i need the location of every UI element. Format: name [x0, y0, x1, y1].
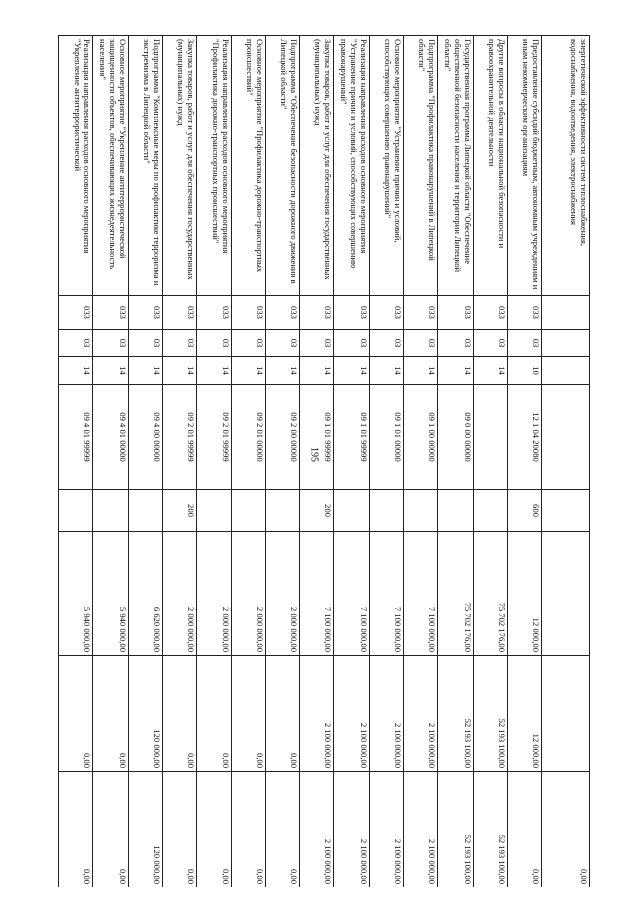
cell-subsection: 14: [59, 357, 93, 385]
cell-admin-code: 033: [128, 296, 162, 330]
cell-amount-year-3: 120 000,00: [128, 772, 162, 888]
cell-amount-year-1: 6 620 000,00: [128, 532, 162, 656]
rotated-content: [58, 35, 590, 887]
cell-admin-code: 033: [438, 296, 473, 330]
cell-expense-type: [369, 490, 403, 532]
cell-name: Основное мероприятие "Устранение причин и условий, способствующих совершению правонарушений": [369, 36, 403, 296]
cell-amount-year-3: 0,00: [231, 772, 265, 888]
table-row: [163, 36, 197, 888]
cell-amount-year-3: 52 193 100,00: [473, 772, 507, 888]
cell-section: 03: [404, 330, 438, 357]
cell-subsection: 14: [93, 357, 128, 385]
cell-admin-code: 033: [300, 296, 334, 330]
cell-expense-type: 600: [507, 490, 541, 532]
cell-target-article: 09 1 00 00000: [404, 385, 438, 490]
cell-section: 03: [59, 330, 93, 357]
cell-name: Основное мероприятие "Профилактика дорожно-транспортных происшествий": [231, 36, 265, 296]
cell-amount-year-2: 0,00: [59, 656, 93, 772]
cell-target-article: 09 2 01 00000: [231, 385, 265, 490]
table-row: [334, 36, 369, 888]
cell-amount-year-1: 5 940 000,00: [93, 532, 128, 656]
budget-table-body: [59, 36, 590, 888]
cell-name: Государственная программа Липецкой области "Обеспечение общественной безопасности населения и территории Липецкой области": [438, 36, 473, 296]
cell-name: Подпрограмма "Комплексные меры по профилактике терроризма и экстремизма в Липецкой области": [128, 36, 162, 296]
table-row: [473, 36, 507, 888]
cell-amount-year-3: 2 100 000,00: [300, 772, 334, 888]
cell-amount-year-3: 0,00: [265, 772, 299, 888]
budget-table: [58, 35, 590, 887]
cell-admin-code: 033: [265, 296, 299, 330]
cell-name: Реализация направления расходов основного мероприятия "Устранение причин и условий, способствующих совершению правонарушений": [334, 36, 369, 296]
cell-subsection: 14: [265, 357, 299, 385]
cell-name: Подпрограмма "Профилактика правонарушений в Липецкой области": [404, 36, 438, 296]
cell-expense-type: 200: [300, 490, 334, 532]
cell-target-article: 12 1 04 20080: [507, 385, 541, 490]
cell-amount-year-2: 0,00: [265, 656, 299, 772]
cell-amount-year-3: 0,00: [542, 772, 590, 888]
cell-admin-code: [542, 296, 590, 330]
cell-expense-type: 200: [163, 490, 197, 532]
cell-amount-year-3: 0,00: [163, 772, 197, 888]
cell-subsection: 10: [507, 357, 541, 385]
cell-target-article: 09 0 00 00000: [438, 385, 473, 490]
cell-subsection: 14: [334, 357, 369, 385]
cell-amount-year-1: 12 000,00: [507, 532, 541, 656]
table-row: [231, 36, 265, 888]
cell-subsection: 14: [197, 357, 231, 385]
cell-section: 03: [334, 330, 369, 357]
table-row: [369, 36, 403, 888]
cell-section: 03: [128, 330, 162, 357]
cell-amount-year-1: 2 000 000,00: [197, 532, 231, 656]
cell-section: 03: [197, 330, 231, 357]
cell-admin-code: 033: [334, 296, 369, 330]
cell-name: Закупка товаров, работ и услуг для обеспечения государственных (муниципальных) нужд: [163, 36, 197, 296]
cell-section: 03: [231, 330, 265, 357]
cell-amount-year-1: 7 100 000,00: [369, 532, 403, 656]
table-row: [59, 36, 93, 888]
cell-amount-year-2: 12 000,00: [507, 656, 541, 772]
cell-target-article: 09 4 01 00000: [93, 385, 128, 490]
cell-target-article: 09 4 01 99999: [59, 385, 93, 490]
cell-amount-year-3: 2 100 000,00: [369, 772, 403, 888]
rotated-page-area: [58, 35, 590, 887]
cell-subsection: 14: [404, 357, 438, 385]
cell-amount-year-3: 0,00: [507, 772, 541, 888]
table-row: [93, 36, 128, 888]
cell-expense-type: [334, 490, 369, 532]
cell-target-article: 09 4 00 00000: [128, 385, 162, 490]
cell-amount-year-2: 2 100 000,00: [334, 656, 369, 772]
cell-expense-type: [438, 490, 473, 532]
cell-target-article: 09 2 01 99999: [197, 385, 231, 490]
cell-expense-type: [93, 490, 128, 532]
cell-expense-type: [231, 490, 265, 532]
cell-admin-code: 033: [59, 296, 93, 330]
cell-amount-year-1: [542, 532, 590, 656]
cell-target-article: 09 1 01 99999: [334, 385, 369, 490]
cell-amount-year-2: 2 100 000,00: [300, 656, 334, 772]
cell-section: 03: [265, 330, 299, 357]
cell-target-article: [542, 385, 590, 490]
table-row: [300, 36, 334, 888]
cell-name: Реализация направления расходов основного мероприятия "Профилактика дорожно-транспортных происшествий": [197, 36, 231, 296]
cell-admin-code: 033: [473, 296, 507, 330]
table-row: [197, 36, 231, 888]
cell-amount-year-1: 2 000 000,00: [265, 532, 299, 656]
cell-section: 03: [163, 330, 197, 357]
cell-amount-year-2: 0,00: [231, 656, 265, 772]
cell-admin-code: 033: [507, 296, 541, 330]
table-row: [438, 36, 473, 888]
cell-admin-code: 033: [231, 296, 265, 330]
cell-subsection: 14: [300, 357, 334, 385]
cell-subsection: 14: [231, 357, 265, 385]
cell-amount-year-1: 2 000 000,00: [163, 532, 197, 656]
cell-amount-year-2: 0,00: [93, 656, 128, 772]
cell-admin-code: 033: [163, 296, 197, 330]
cell-amount-year-2: 120 000,00: [128, 656, 162, 772]
cell-amount-year-3: 0,00: [197, 772, 231, 888]
cell-name: энергетической эффективности систем теплоснабжения, водоснабжения, водоотведения, электроснабжения: [542, 36, 590, 296]
cell-subsection: 14: [163, 357, 197, 385]
cell-target-article: 09 1 01 00000: [369, 385, 403, 490]
cell-amount-year-2: 52 193 100,00: [438, 656, 473, 772]
cell-section: 03: [369, 330, 403, 357]
cell-amount-year-2: 2 100 000,00: [369, 656, 403, 772]
cell-expense-type: [473, 490, 507, 532]
cell-admin-code: 033: [93, 296, 128, 330]
cell-expense-type: [265, 490, 299, 532]
cell-amount-year-2: 0,00: [197, 656, 231, 772]
cell-subsection: [542, 357, 590, 385]
cell-name: Основное мероприятие "Укрепление антитеррористической защищенности объектов, обеспечивающих жизнедеятельность населения": [93, 36, 128, 296]
cell-name: Другие вопросы в области национальной безопасности и правоохранительной деятельности: [473, 36, 507, 296]
cell-amount-year-3: 52 193 100,00: [438, 772, 473, 888]
cell-amount-year-1: 75 702 176,00: [438, 532, 473, 656]
cell-admin-code: 033: [404, 296, 438, 330]
cell-expense-type: [197, 490, 231, 532]
cell-amount-year-3: 0,00: [93, 772, 128, 888]
page-number: 195: [308, 447, 320, 462]
cell-target-article: 09 1 01 99999: [300, 385, 334, 490]
table-row: [128, 36, 162, 888]
cell-section: [542, 330, 590, 357]
cell-amount-year-2: 2 100 000,00: [404, 656, 438, 772]
table-row: [265, 36, 299, 888]
cell-subsection: 14: [128, 357, 162, 385]
cell-name: Предоставление субсидий бюджетным, автономным учреждениям и иным некоммерческим организациям: [507, 36, 541, 296]
cell-expense-type: [404, 490, 438, 532]
cell-amount-year-1: 7 100 000,00: [334, 532, 369, 656]
cell-section: 03: [438, 330, 473, 357]
cell-section: 03: [507, 330, 541, 357]
cell-section: 03: [300, 330, 334, 357]
cell-target-article: [473, 385, 507, 490]
cell-target-article: 09 2 00 00000: [265, 385, 299, 490]
cell-amount-year-3: 0,00: [59, 772, 93, 888]
table-row: [542, 36, 590, 888]
cell-amount-year-2: 52 193 100,00: [473, 656, 507, 772]
cell-name: Реализация направления расходов основного мероприятия "Укрепление антитеррористической: [59, 36, 93, 296]
cell-target-article: 09 2 01 99999: [163, 385, 197, 490]
cell-amount-year-1: 75 702 176,00: [473, 532, 507, 656]
cell-admin-code: 033: [197, 296, 231, 330]
cell-expense-type: [59, 490, 93, 532]
cell-amount-year-3: 2 100 000,00: [334, 772, 369, 888]
cell-subsection: 14: [438, 357, 473, 385]
cell-subsection: 14: [369, 357, 403, 385]
cell-subsection: 14: [473, 357, 507, 385]
cell-amount-year-1: 7 100 000,00: [404, 532, 438, 656]
cell-name: Подпрограмма "Обеспечение безопасности дорожного движения в Липецкой области": [265, 36, 299, 296]
cell-section: 03: [473, 330, 507, 357]
cell-amount-year-3: 2 100 000,00: [404, 772, 438, 888]
table-row: [404, 36, 438, 888]
cell-amount-year-1: 5 940 000,00: [59, 532, 93, 656]
cell-expense-type: [128, 490, 162, 532]
cell-name: Закупка товаров, работ и услуг для обеспечения государственных (муниципальных) нужд: [300, 36, 334, 296]
cell-admin-code: 033: [369, 296, 403, 330]
cell-expense-type: [542, 490, 590, 532]
cell-amount-year-1: 2 000 000,00: [231, 532, 265, 656]
cell-section: 03: [93, 330, 128, 357]
cell-amount-year-2: [542, 656, 590, 772]
cell-amount-year-2: 0,00: [163, 656, 197, 772]
table-row: [507, 36, 541, 888]
cell-amount-year-1: 7 100 000,00: [300, 532, 334, 656]
